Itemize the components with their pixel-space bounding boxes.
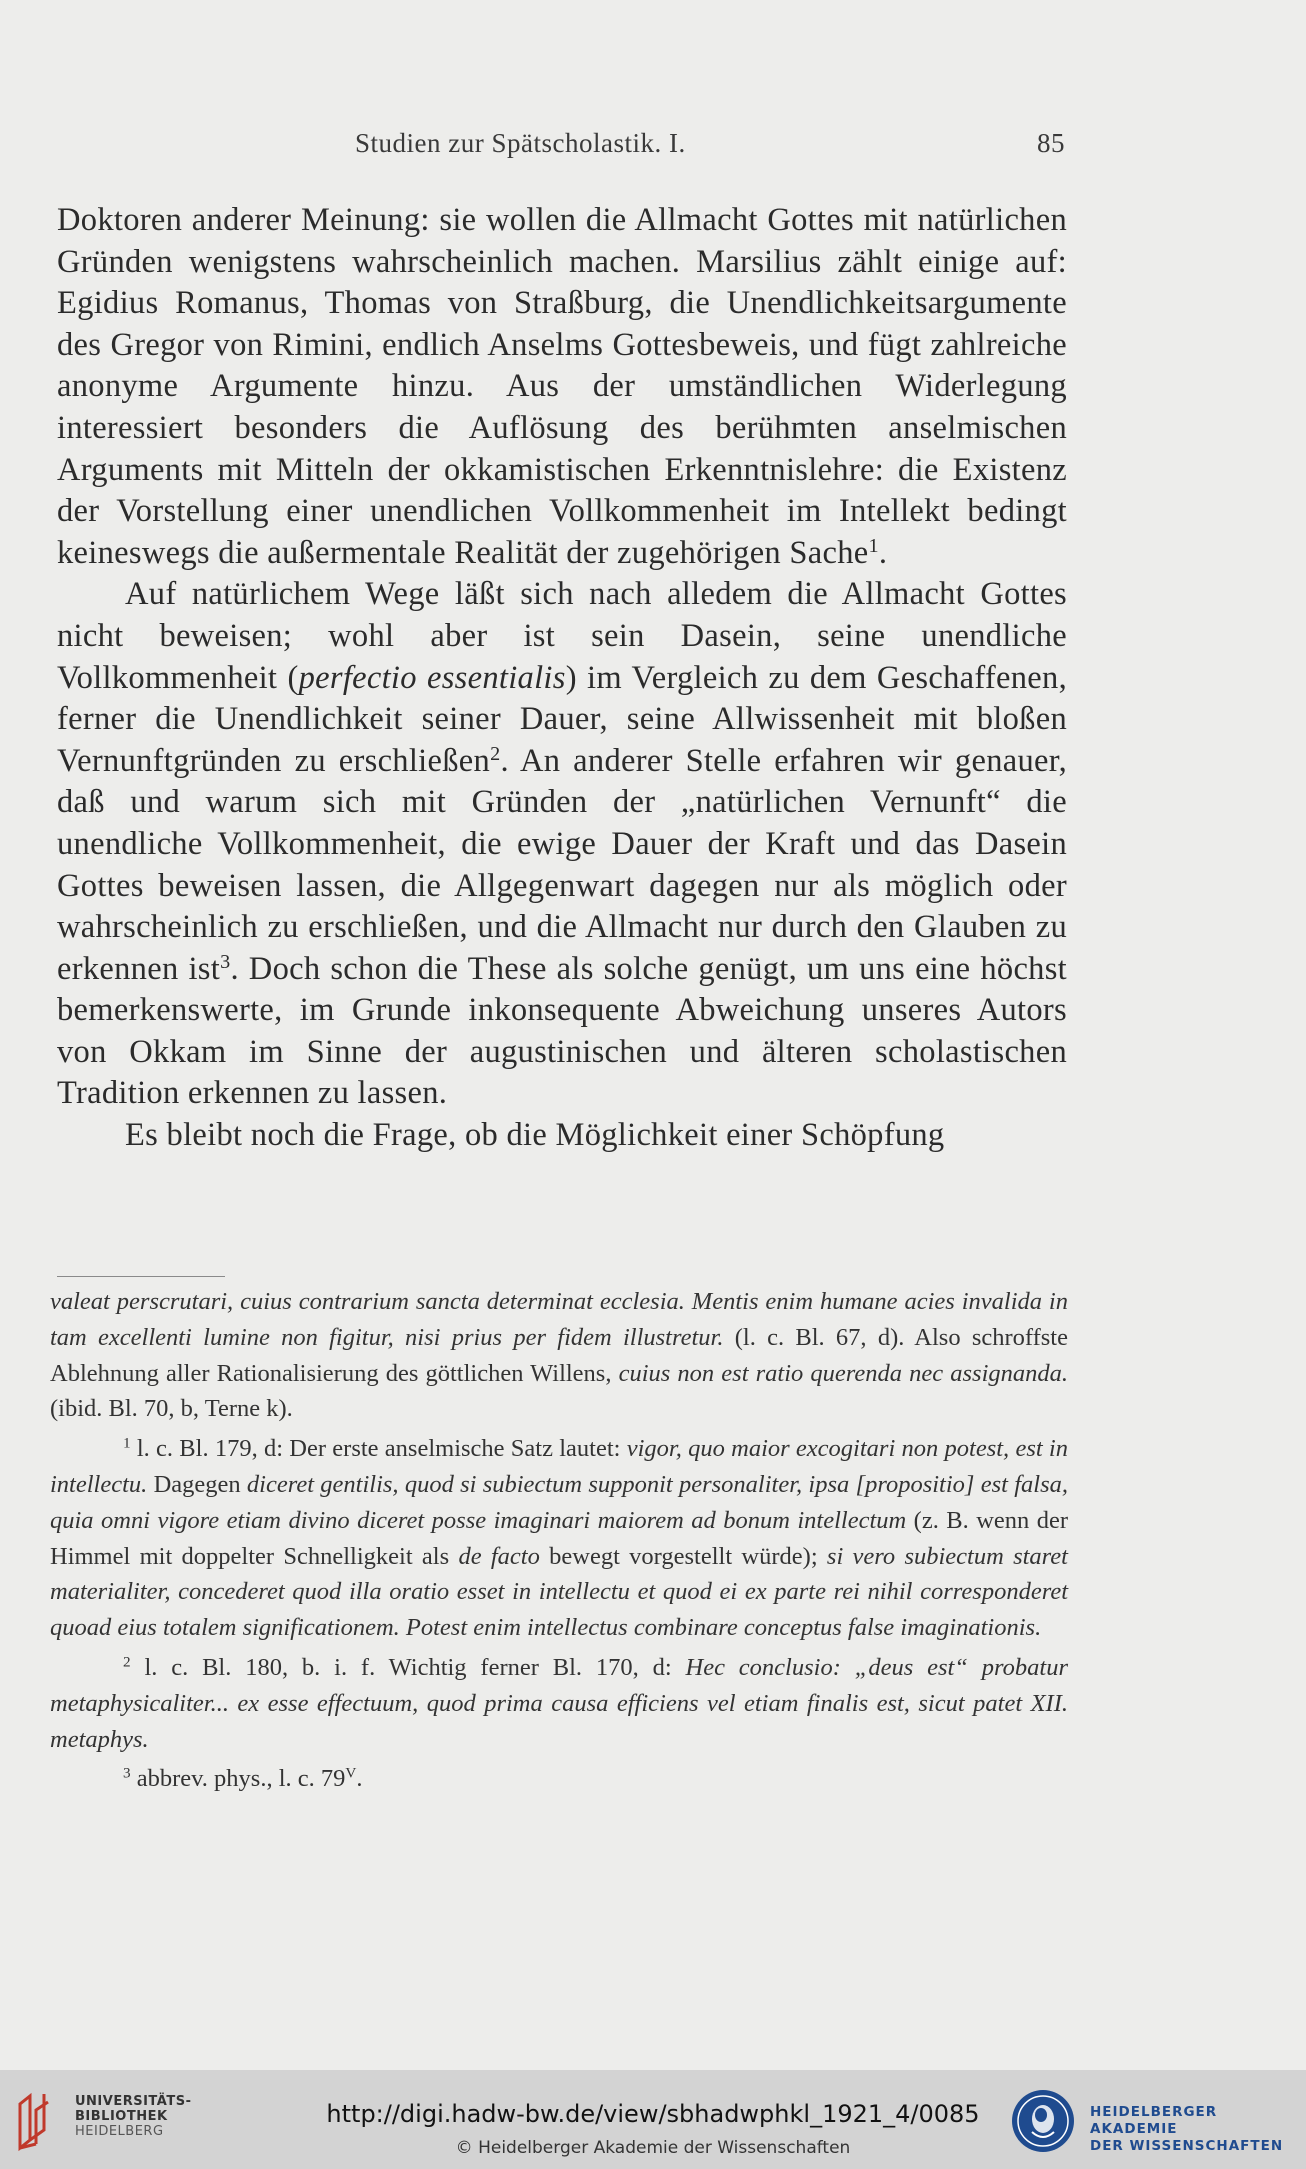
running-title: Studien zur Spätscholastik. I. <box>355 128 686 158</box>
footnote-ref-3: 3 <box>220 950 231 973</box>
paragraph-3: Es bleibt noch die Frage, ob die Möglichkeit einer Schöpfung <box>125 1117 945 1154</box>
page-number: 85 <box>1037 128 1065 158</box>
footnote-ref-2: 2 <box>490 742 501 765</box>
footnotes <box>50 1284 1068 1797</box>
paragraph-1: Doktoren anderer Meinung: sie wollen die Allmacht Gottes mit natürlichen Gründen wenigstens wahrscheinlich machen. Marsilius zählt einige auf: Egidius Romanus, Thomas von Straßburg, die Unendlichkeitsargumente des Gregor von Rimini, endlich Anselms Gottesbeweis, und fügt zahlreiche anonyme Argumente hinzu. Aus der umständlichen Widerlegung interessiert besonders die Auflösung des berühmten anselmischen Arguments mit Mitteln der okkamistischen Erkenntnislehre: die Existenz der Vorstellung einer unendlichen Vollkommenheit im Intellekt bedingt keineswegs die außermentale Realität der zugehörigen Sache$^1$. <box>57 202 1067 571</box>
body-text <box>57 200 1067 1157</box>
permalink-url[interactable]: http://digi.hadw-bw.de/view/sbhadwphkl_1921_4/0085 <box>326 2100 980 2128</box>
italic-term: perfectio essentialis <box>298 659 566 696</box>
footer-bar <box>0 2070 1306 2169</box>
footnote-rule <box>57 1276 225 1277</box>
copyright-notice: © Heidelberger Akademie der Wissenschaften <box>455 2138 851 2158</box>
academy-seal-icon <box>1010 2088 1076 2154</box>
footnote-3: $^3$ abbrev. phys., l. c. $79^V$. <box>123 1765 363 1793</box>
university-library-name: UNIVERSITÄTS- BIBLIOTHEK HEIDELBERG <box>75 2094 192 2139</box>
footnote-1: $^1$ l. c. Bl. 179, d: Der erste anselmische Satz lautet: vigor, quo maior excogitari non potest, est in intellectu. Dagegen diceret gentilis, quod si subiectum supponit personaliter, ipsa [propositio] est falsa, quia omni vigore etiam divino diceret posse imaginari maiorem ad bonum intellectum (z. B. wenn der Himmel mit doppelter Schnelligkeit als de facto bewegt vorgestellt würde); si vero subiectum staret materialiter, concederet quod illa oratio esset in intellectu et quod ei ex parte rei nihil corresponderet quoad eius totalem significationem. Potest enim intellectus combinare conceptus false imaginationis. <box>50 1434 1068 1642</box>
footnote-continuation: valeat perscrutari, cuius contrarium sancta determinat ecclesia. Mentis enim humane acies invalida in tam excellenti lumine non figitur, nisi prius per fidem illustretur. (l. c. Bl. 67, d). Also schroffste Ablehnung aller Rationalisierung des göttlichen Willens, cuius non est ratio querenda nec assignanda. (ibid. Bl. 70, b, Terne k). <box>50 1288 1068 1423</box>
footnote-ref-1: 1 <box>868 534 879 557</box>
paragraph-2: Auf natürlichem Wege läßt sich nach alledem die Allmacht Gottes nicht beweisen; wohl aber ist sein Dasein, seine unendliche Vollkommenheit (perfectio essentialis) im Vergleich zu dem Geschaffenen, ferner die Unendlichkeit seiner Dauer, seine Allwissenheit mit bloßen Vernunftgründen zu erschließen$^2$. An anderer Stelle erfahren wir genauer, daß und warum sich mit Gründen der „natürlichen Vernunft“ die unendliche Vollkommenheit, die ewige Dauer der Kraft und das Dasein Gottes beweisen lassen, die Allgegenwart dagegen nur als möglich oder wahrscheinlich zu erschließen, und die Allmacht nur durch den Glauben zu erkennen ist$^3$. Doch schon die These als solche genügt, um uns eine höchst bemerkenswerte, im Grunde inkonsequente Abweichung unseres Autors von Okkam im Sinne der augustinischen und älteren scholastischen Tradition erkennen zu lassen. <box>57 576 1068 1112</box>
footnote-2: $^2$ l. c. Bl. 180, b. i. f. Wichtig ferner Bl. 170, d: Hec conclusio: „deus est“ probatur metaphysicaliter... ex esse effectuum, quod prima causa efficiens vel etiam finalis est, sicut patet XII. metaphys. <box>50 1653 1068 1753</box>
academy-name: HEIDELBERGER AKADEMIE DER WISSENSCHAFTEN <box>1090 2104 1284 2154</box>
